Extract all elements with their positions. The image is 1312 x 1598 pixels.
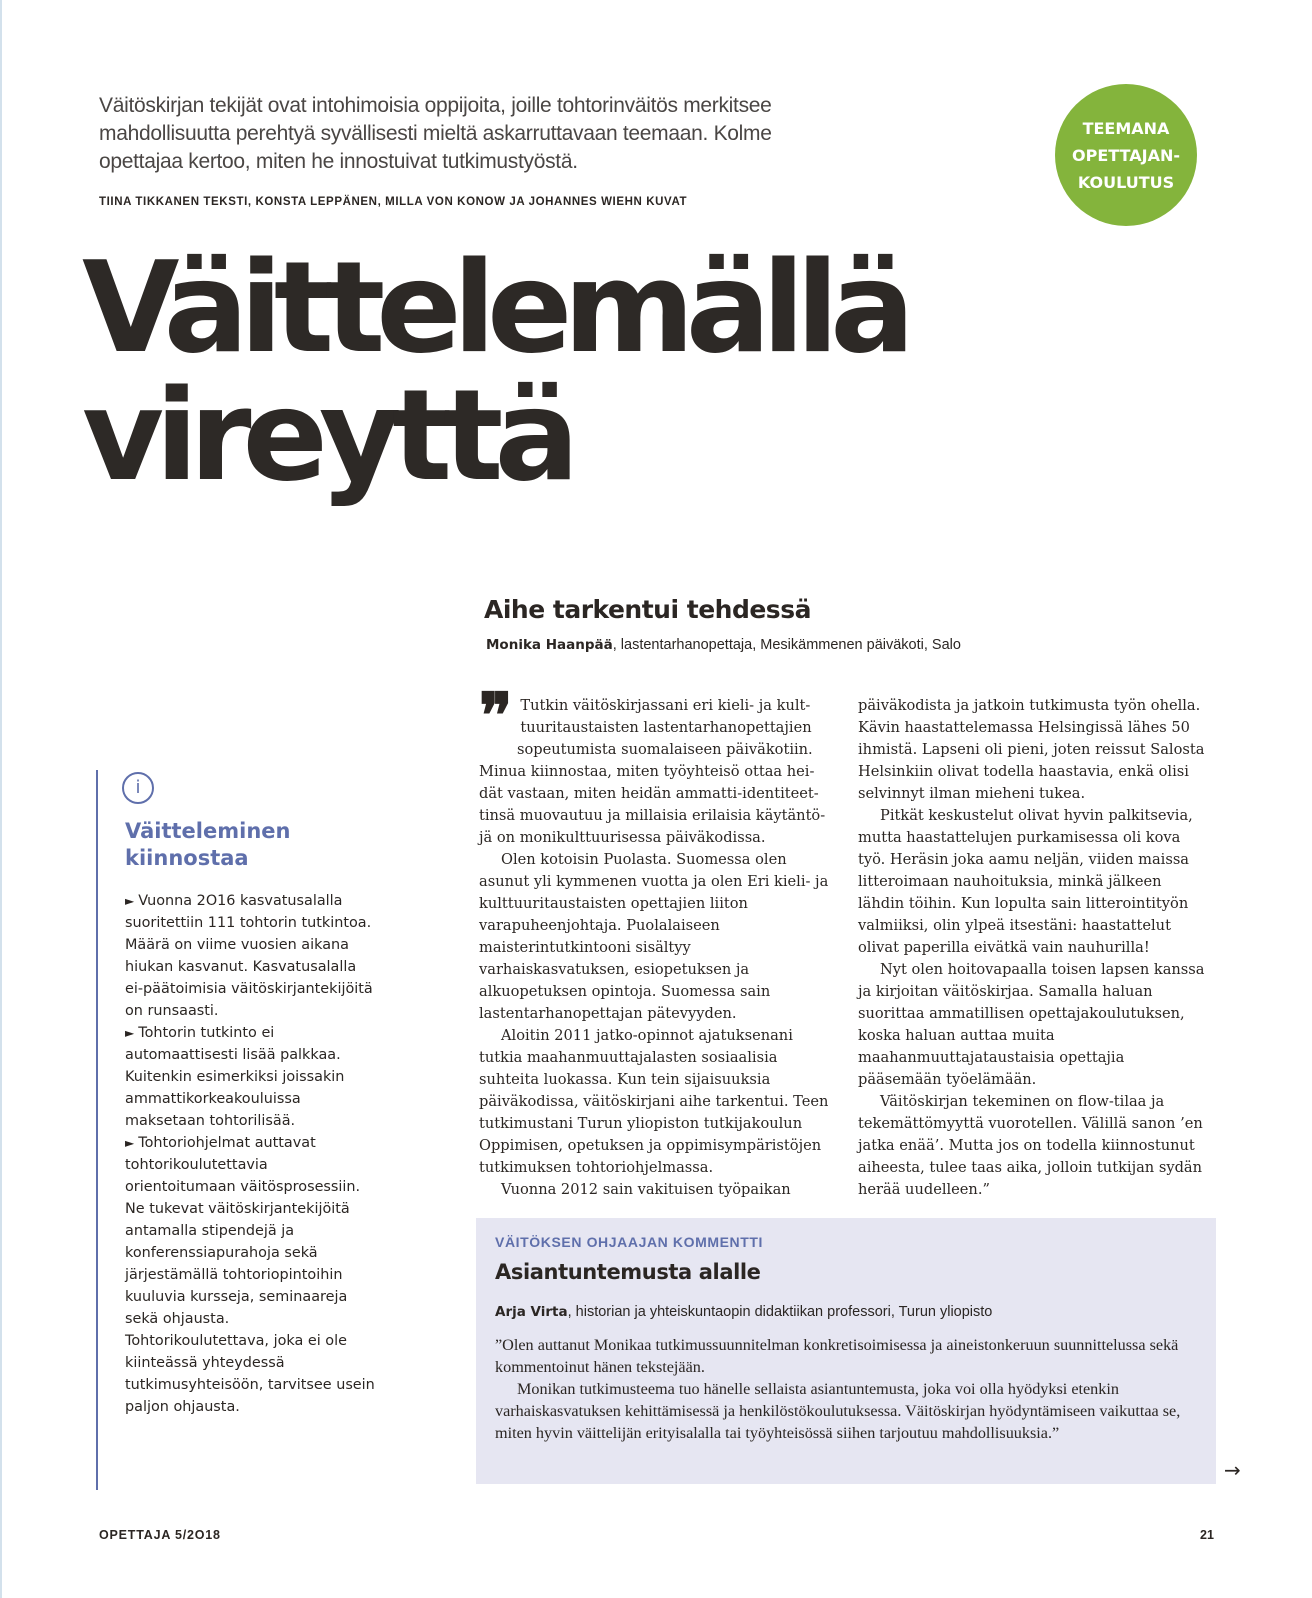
info-box-body: [125, 890, 375, 1418]
info-item-text: Vuonna 2O16 kasvatusalalla suoritettiin 111 tohtorin tutkintoa. Määrä on viime vuosien aikana hiukan kasvanut. Kasvatusalalla ei-päätoimisia väitöskirjantekijöitä on runsaasti.: [125, 893, 373, 1019]
page-edge: [0, 0, 2, 1598]
comment-title: Asiantuntemusta alalle: [495, 1260, 761, 1284]
text-line: Tutkin väitöskirjassani eri kieli- ja kult-: [520, 697, 811, 714]
article-paragraph: Pitkät keskustelut olivat hyvin palkitsevia, mutta haastattelujen purkamisessa oli kova työ. Heräsin joka aamu neljän, viiden maissa litteroimaan nauhoituksia, minkä jälkeen lähdin töihin. Kun lopulta sain litterointityön valmiiksi, olin ylpeä itsestäni: haastattelut olivat paperilla eivätkä vain nauhurilla!: [858, 807, 1193, 956]
section-byline: [486, 637, 961, 653]
comment-paragraph: Monikan tutkimusteema tuo hänelle sellaista asiantuntemusta, joka voi olla hyödyksi etenkin varhaiskasvatuksen kehittämisessä ja henkilöstökoulutuksessa. Väitöskirjan hyödyntämiseen vaikuttaa se, miten hyvin väittelijän erityisalalla tai työyhteisössä siihen tarjoutuu mahdollisuuksia.”: [495, 1380, 1181, 1442]
comment-author: Arja Virta: [495, 1304, 568, 1320]
text-line: Minua kiinnostaa, miten työyhteisö ottaa hei-dät vastaan, miten heidän ammatti-identiteet-tinsä muovautuu ja millaisia erilaisia käytäntö-jä on monikulttuurisessa päiväkodissa.: [479, 763, 826, 846]
comment-author-role: , historian ja yhteiskuntaopin didaktiikan professori, Turun yliopisto: [567, 1304, 993, 1320]
badge-line: OPETTAJAN-: [1072, 145, 1180, 165]
headline: [82, 234, 982, 509]
headline-line-2: vireyttä: [82, 362, 571, 509]
article-paragraph: Aloitin 2011 jatko-opinnot ajatuksenani tutkia maahanmuuttajalasten sosiaalisia suhteita luokassa. Kun tein sijaisuuksia päiväkodissa, väitöskirjani aihe tarkentui. Teen tutkimustani Turun yliopiston tutkijakoulun Oppimisen, opetuksen ja oppimisympäristöjen tutkimuksen tohtoriohjelmassa.: [479, 1027, 829, 1176]
bullet-triangle-icon: ►: [125, 1026, 135, 1040]
byline-role: , lastentarhanopettaja, Mesikämmenen päiväkoti, Salo: [612, 637, 961, 653]
article-paragraph: päiväkodista ja jatkoin tutkimusta työn ohella. Kävin haastattelemassa Helsingissä lähes 50 ihmistä. Lapseni oli pieni, joten reissut Salosta Helsinkiin olivat todella haastavia, enkä olisi selvinnyt ilman mieheni tukea.: [858, 697, 1205, 802]
quote-mark-icon: ❞: [479, 679, 513, 752]
footer-page-number: 21: [1200, 1528, 1214, 1542]
supervisor-comment-box: [476, 1218, 1216, 1484]
text-line: sopeutumista suomalaiseen päiväkotiin.: [517, 741, 813, 758]
article-column-2: [858, 695, 1208, 1201]
info-box: [96, 770, 378, 1490]
article-column-1: [479, 679, 829, 1201]
article-paragraph: Nyt olen hoitovapaalla toisen lapsen kanssa ja kirjoitan väitöskirjaa. Samalla haluan suorittaa ammatillisen opettajakoulutuksen, koska haluan auttaa muita maahanmuuttajataustaisia opettajia pääsemään työelämään.: [858, 961, 1205, 1088]
comment-body: [495, 1334, 1195, 1444]
article-paragraph: Väitöskirjan tekeminen on flow-tilaa ja tekemättömyyttä vuorotellen. Välillä sanon ’en jatka enää’. Mutta jos on todella kiinnostunut aiheesta, tulee taas aika, jolloin tutkijan sydän herää uudelleen.”: [858, 1093, 1203, 1198]
comment-byline: [495, 1304, 992, 1320]
article-paragraph: Olen kotoisin Puolasta. Suomessa olen asunut yli kymmenen vuotta ja olen Eri kieli- ja kulttuuritaustaisten opettajien liiton varapuheenjohtaja. Puolalaiseen maisterintutkintooni sisältyy varhaiskasvatuksen, esiopetuksen ja alkuopetuksen opintoja. Suomessa sain lastentarhanopettajan pätevyyden.: [479, 851, 829, 1022]
byline-name: Monika Haanpää: [486, 637, 613, 653]
theme-badge: [1055, 84, 1197, 226]
bullet-triangle-icon: ►: [125, 894, 135, 908]
info-item-text: Tohtoriohjelmat auttavat tohtorikoulutettavia orientoitumaan väitösprosessiin. Ne tukevat väitöskirjantekijöitä antamalla stipendejä ja konferenssiapurahoja sekä järjestämällä tohtoriopintoihin kuuluvia kursseja, seminaareja sekä ohjausta. Tohtorikoulutettava, joka ei ole kiinteässä yhteydessä tutkimusyhteisöön, tarvitsee usein paljon ohjausta.: [125, 1135, 375, 1415]
article-lead: Väitöskirjan tekijät ovat intohimoisia oppijoita, joille tohtorinväitös merkitsee mahdollisuutta perehtyä syvällisesti mieltä askarruttavaan teemaan. Kolme opettajaa kertoo, miten he innostuivat tutkimustyöstä.: [99, 94, 772, 173]
badge-line: TEEMANA: [1082, 118, 1170, 138]
text-line: tuuritaustaisten lastentarhanopettajien: [520, 719, 812, 736]
continue-arrow-icon: →: [1224, 1458, 1241, 1482]
info-item-text: Tohtorin tutkinto ei automaattisesti lisää palkkaa. Kuitenkin esimerkiksi joissakin ammattikorkeakouluissa maksetaan tohtorilisää.: [125, 1025, 345, 1129]
article-credits: TIINA TIKKANEN TEKSTI, KONSTA LEPPÄNEN, MILLA VON KONOW JA JOHANNES WIEHN KUVAT: [99, 196, 688, 208]
comment-paragraph: ”Olen auttanut Monikaa tutkimussuunnitelman konkretisoimisessa ja aineistonkeruun suunnittelussa sekä kommentoinut hänen tekstejään.: [495, 1336, 1179, 1376]
info-box-title: Väitteleminen kiinnostaa: [125, 819, 291, 870]
info-icon: i: [122, 772, 154, 804]
badge-line: KOULUTUS: [1077, 172, 1175, 192]
article-paragraph: Vuonna 2012 sain vakituisen työpaikan: [501, 1181, 791, 1198]
article-paragraph: [479, 679, 829, 849]
section-title: Aihe tarkentui tehdessä: [484, 595, 811, 624]
info-item: [125, 1022, 375, 1132]
comment-kicker: VÄITÖKSEN OHJAAJAN KOMMENTTI: [495, 1234, 764, 1250]
bullet-triangle-icon: ►: [125, 1136, 135, 1150]
headline-line-1: Väittelemällä: [82, 234, 907, 381]
info-item: [125, 1132, 375, 1418]
footer-publication: OPETTAJA 5/2O18: [99, 1528, 221, 1542]
info-item: [125, 890, 375, 1022]
